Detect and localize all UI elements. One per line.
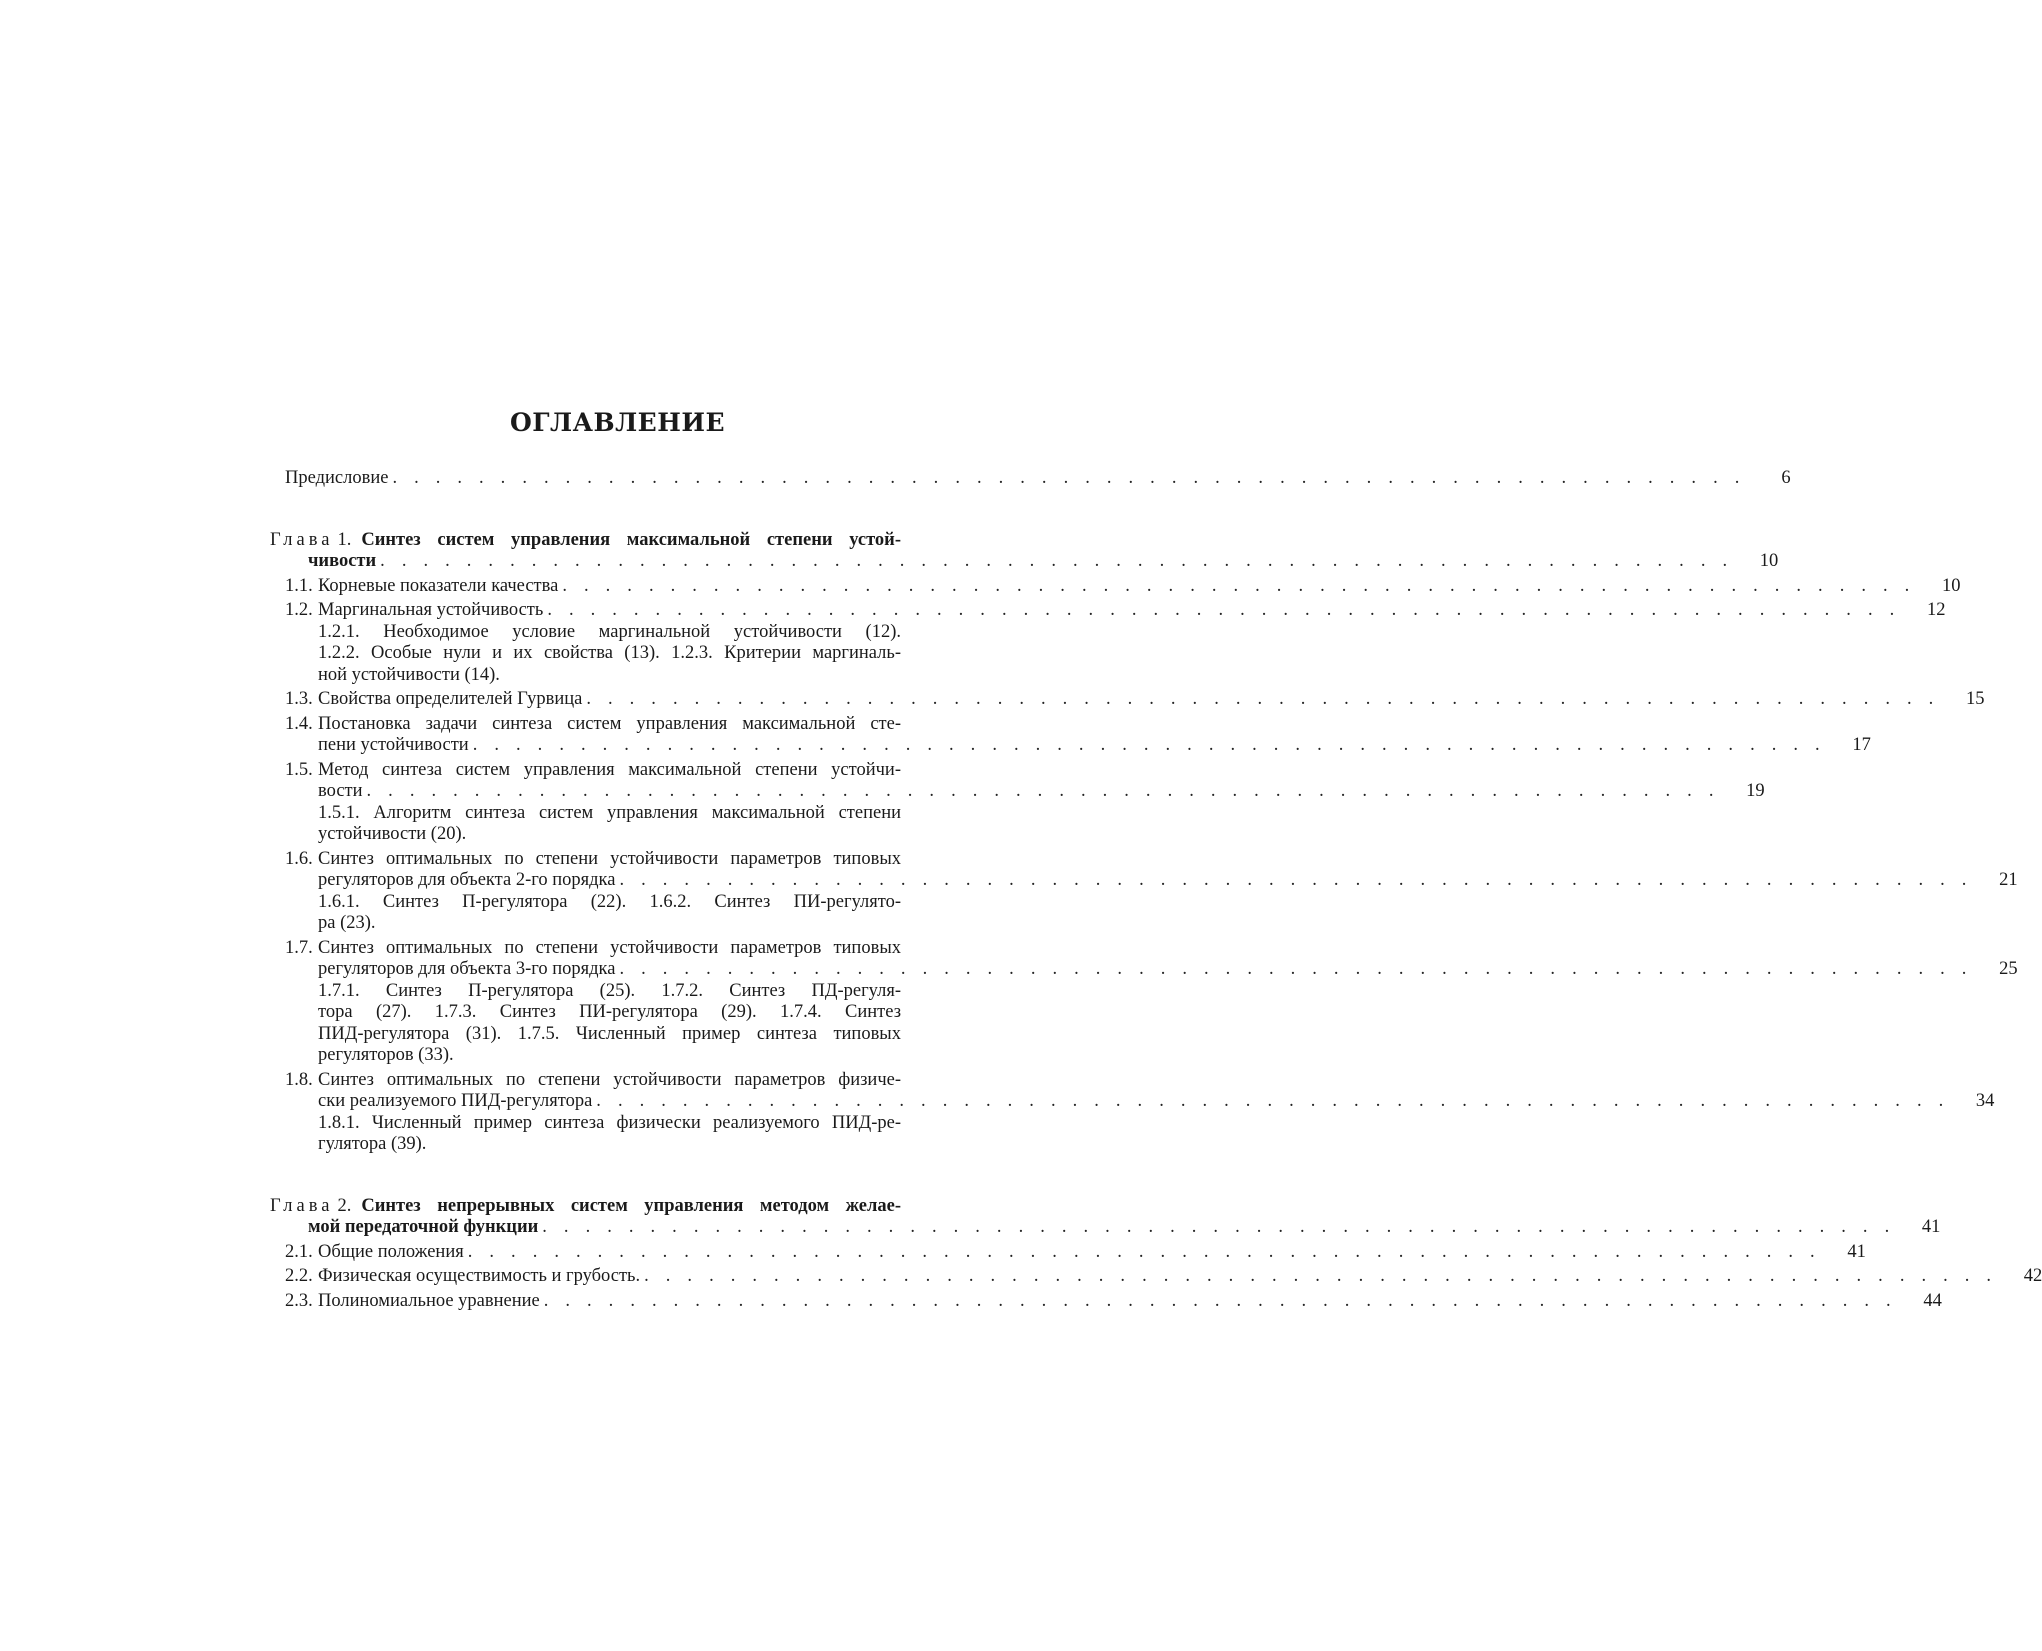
section-text: Маргинальная устойчивость — [318, 600, 544, 620]
entry-last-line — [285, 1266, 1997, 1288]
page-number: 10 — [1941, 575, 1961, 596]
section-text: пени устойчивости — [318, 735, 469, 755]
subsection-text: 1.2.2. Особые нули и их свойства (13). 1.2.3. Критерии маргиналь- — [318, 643, 901, 663]
section-last-line — [285, 959, 2018, 981]
page-number: 6 — [1781, 468, 1791, 488]
section-text: Метод синтеза систем управления максимальной степени устойчи- — [318, 759, 901, 780]
subsection-text: тора (27). 1.7.3. Синтез ПИ-регулятора (29). 1.7.4. Синтез — [318, 1002, 901, 1022]
subsection-line — [285, 1134, 946, 1156]
subsection-line — [285, 1045, 946, 1067]
section-text: Постановка задачи синтеза систем управления максимальной сте- — [318, 713, 901, 734]
toc-section[interactable] — [270, 713, 1871, 757]
entry-last-line — [285, 600, 1900, 622]
subsection-text: ра (23). — [318, 913, 376, 933]
chapter-heading-end[interactable] — [270, 1217, 1941, 1239]
section-number: 2.2. — [285, 1266, 313, 1286]
page-number: 15 — [1965, 689, 1985, 709]
subsection-text: 1.8.1. Численный пример синтеза физически реализуемого ПИД-ре- — [318, 1112, 901, 1133]
section-last-line — [285, 575, 1961, 598]
section-text: ски реализуемого ПИД-регулятора — [318, 1091, 593, 1111]
section-number: 1.4. — [285, 713, 313, 734]
section-text: Синтез оптимальных по степени устойчивости параметров физиче- — [318, 1069, 901, 1090]
leader-dots: . . . . . . . . . . . . . . . . . . . . . . . . . . . . . . . . . . . . . . . . . . . . . . . . . . . . . . . . . . . . . . . — [543, 1290, 1897, 1311]
entry-last-line — [285, 576, 1915, 598]
leader-dots: . . . . . . . . . . . . . . . . . . . . . . . . . . . . . . . . . . . . . . . . . . . . . . . . . . . . . . . . . . . . . . . — [542, 1217, 1896, 1237]
subsection-line — [285, 913, 946, 935]
subsection-text: ной устойчивости (14). — [318, 664, 500, 685]
page-number: 41 — [1847, 1241, 1866, 1262]
subsection-text: регуляторов (33). — [318, 1045, 454, 1065]
toc-section[interactable] — [270, 600, 1946, 686]
leader-dots: . . . . . . . . . . . . . . . . . . . . . . . . . . . . . . . . . . . . . . . . . . . . . . . . . . . . . . . . . . . . . . . — [380, 551, 1734, 571]
leader-dots: . . . . . . . . . . . . . . . . . . . . . . . . . . . . . . . . . . . . . . . . . . . . . . . . . . . . . . . . . . . . . . . — [392, 468, 1746, 488]
section-number: 1.2. — [285, 600, 313, 620]
subsection-line — [285, 1002, 946, 1024]
page-number: 21 — [1999, 870, 2018, 890]
section-text: Корневые показатели качества — [318, 575, 559, 596]
page-number: 12 — [1926, 600, 1946, 620]
page-number: 41 — [1921, 1217, 1941, 1237]
chapter-block — [270, 1195, 2042, 1313]
subsection-line — [285, 892, 946, 914]
subsection-line — [285, 824, 946, 846]
section-number: 1.1. — [285, 575, 313, 596]
section-last-line — [285, 689, 1985, 711]
page-number: 19 — [1746, 781, 1765, 801]
leader-dots: . . . . . . . . . . . . . . . . . . . . . . . . . . . . . . . . . . . . . . . . . . . . . . . . . . . . . . . . . . . . . . . — [562, 575, 1916, 596]
subsection-line — [285, 803, 946, 825]
entry-last-line — [285, 735, 1826, 757]
section-text: Синтез оптимальных по степени устойчивости параметров типовых — [318, 848, 901, 869]
section-text: вости — [318, 781, 363, 801]
section-number: 1.5. — [285, 759, 313, 780]
leader-dots: . . . . . . . . . . . . . . . . . . . . . . . . . . . . . . . . . . . . . . . . . . . . . . . . . . . . . . . . . . . . . . . — [547, 600, 1901, 620]
section-line — [285, 1070, 946, 1092]
section-number: 2.3. — [285, 1290, 313, 1311]
toc-section[interactable] — [270, 1290, 1942, 1313]
section-last-line — [285, 870, 2018, 892]
chapter-number: 2. — [337, 1195, 352, 1216]
toc-section[interactable] — [270, 1266, 2042, 1288]
section-last-line — [285, 1266, 2042, 1288]
entry-last-line — [285, 781, 1720, 803]
page-number: 44 — [1923, 1290, 1942, 1311]
toc-section[interactable] — [270, 848, 2018, 935]
section-number: 1.7. — [285, 937, 313, 958]
chapter-prefix: Глава — [270, 1195, 334, 1216]
page-number: 42 — [2023, 1266, 2042, 1286]
section-line — [285, 938, 946, 960]
subsection-text: гулятора (39). — [318, 1134, 427, 1154]
preface-label: Предисловие — [285, 468, 389, 488]
toc-section[interactable] — [270, 1241, 1866, 1264]
chapter-heading-end[interactable] — [270, 551, 1779, 573]
leader-dots: . . . . . . . . . . . . . . . . . . . . . . . . . . . . . . . . . . . . . . . . . . . . . . . . . . . . . . . . . . . . . . . — [472, 735, 1826, 755]
leader-dots: . . . . . . . . . . . . . . . . . . . . . . . . . . . . . . . . . . . . . . . . . . . . . . . . . . . . . . . . . . . . . . . — [366, 781, 1720, 801]
section-text: Общие положения — [318, 1241, 464, 1262]
toc-section[interactable] — [270, 1069, 1995, 1156]
entry-last-line — [285, 1291, 1897, 1313]
section-last-line — [285, 781, 1765, 803]
section-text: Физическая осуществимость и грубость. — [318, 1266, 641, 1286]
chapter-heading[interactable] — [270, 530, 946, 552]
section-last-line — [285, 1091, 1995, 1113]
section-line — [285, 714, 946, 736]
section-last-line — [285, 600, 1946, 622]
entry-last-line — [270, 551, 1733, 573]
subsection-line — [285, 1024, 946, 1046]
toc-entry-preface[interactable] — [285, 468, 1791, 490]
section-text: Полиномиальное уравнение — [318, 1290, 540, 1311]
subsection-text: ПИД-регулятора (31). 1.7.5. Численный пример синтеза типовых — [318, 1023, 901, 1044]
entry-last-line — [285, 870, 1973, 892]
section-number: 1.8. — [285, 1069, 313, 1090]
subsection-line — [285, 981, 946, 1003]
chapter-title: Синтез непрерывных систем управления методом желае- — [361, 1195, 901, 1216]
section-line — [285, 849, 946, 871]
toc-title: ОГЛАВЛЕНИЕ — [509, 408, 726, 437]
section-line — [285, 760, 946, 782]
toc-section[interactable] — [270, 759, 1765, 846]
subsection-text: устойчивости (20). — [318, 824, 467, 844]
section-number: 2.1. — [285, 1241, 313, 1262]
toc-section[interactable] — [270, 575, 1961, 598]
subsection-text: 1.6.1. Синтез П-регулятора (22). 1.6.2. Синтез ПИ-регулято- — [318, 891, 901, 912]
page-number: 34 — [1975, 1091, 1995, 1111]
toc-section[interactable] — [270, 689, 1985, 711]
section-text: Свойства определителей Гурвица — [318, 689, 583, 709]
subsection-text: 1.5.1. Алгоритм синтеза систем управления максимальной степени — [318, 802, 901, 823]
chapter-block — [270, 529, 2018, 1156]
page-number: 17 — [1852, 735, 1871, 755]
page-number: 25 — [1999, 959, 2018, 979]
subsection-line — [285, 1113, 946, 1135]
section-last-line — [285, 1241, 1866, 1264]
entry-last-line — [285, 1242, 1821, 1264]
section-number: 1.3. — [285, 689, 313, 709]
subsection-line — [285, 643, 946, 665]
leader-dots: . . . . . . . . . . . . . . . . . . . . . . . . . . . . . . . . . . . . . . . . . . . . . . . . . . . . . . . . . . . . . . . — [619, 959, 1973, 979]
chapter-heading[interactable] — [270, 1196, 946, 1218]
chapters-list — [270, 529, 2042, 1313]
leader-dots: . . . . . . . . . . . . . . . . . . . . . . . . . . . . . . . . . . . . . . . . . . . . . . . . . . . . . . . . . . . . . . . — [619, 870, 1973, 890]
subsection-line — [285, 665, 946, 687]
entry-last-line — [285, 959, 1973, 981]
entry-last-line — [285, 1091, 1949, 1113]
leader-dots: . . . . . . . . . . . . . . . . . . . . . . . . . . . . . . . . . . . . . . . . . . . . . . . . . . . . . . . . . . . . . . . — [467, 1241, 1821, 1262]
subsection-line — [285, 622, 946, 644]
chapter-number: 1. — [337, 529, 352, 550]
section-text: регуляторов для объекта 3-го порядка — [318, 959, 616, 979]
entry-text: мой передаточной функции — [308, 1217, 539, 1237]
entry-text: чивости — [308, 551, 377, 571]
subsection-text: 1.2.1. Необходимое условие маргинальной устойчивости (12). — [318, 621, 901, 642]
table-of-contents — [270, 468, 2042, 1312]
section-text: Синтез оптимальных по степени устойчивости параметров типовых — [318, 937, 901, 958]
entry-last-line — [285, 689, 1939, 711]
toc-section[interactable] — [270, 937, 2018, 1067]
section-text: регуляторов для объекта 2-го порядка — [318, 870, 616, 890]
chapter-prefix: Глава — [270, 529, 334, 550]
leader-dots: . . . . . . . . . . . . . . . . . . . . . . . . . . . . . . . . . . . . . . . . . . . . . . . . . . . . . . . . . . . . . . . — [596, 1091, 1950, 1111]
chapter-title: Синтез систем управления максимальной степени устой- — [361, 529, 901, 550]
page-number: 10 — [1759, 551, 1779, 571]
entry-last-line — [270, 1217, 1895, 1239]
leader-dots: . . . . . . . . . . . . . . . . . . . . . . . . . . . . . . . . . . . . . . . . . . . . . . . . . . . . . . . . . . . . . . . — [586, 689, 1940, 709]
subsection-text: 1.7.1. Синтез П-регулятора (25). 1.7.2. Синтез ПД-регуля- — [318, 980, 901, 1001]
section-number: 1.6. — [285, 848, 313, 869]
section-last-line — [285, 1290, 1942, 1313]
leader-dots: . . . . . . . . . . . . . . . . . . . . . . . . . . . . . . . . . . . . . . . . . . . . . . . . . . . . . . . . . . . . . . . — [644, 1266, 1998, 1286]
section-last-line — [285, 735, 1871, 757]
